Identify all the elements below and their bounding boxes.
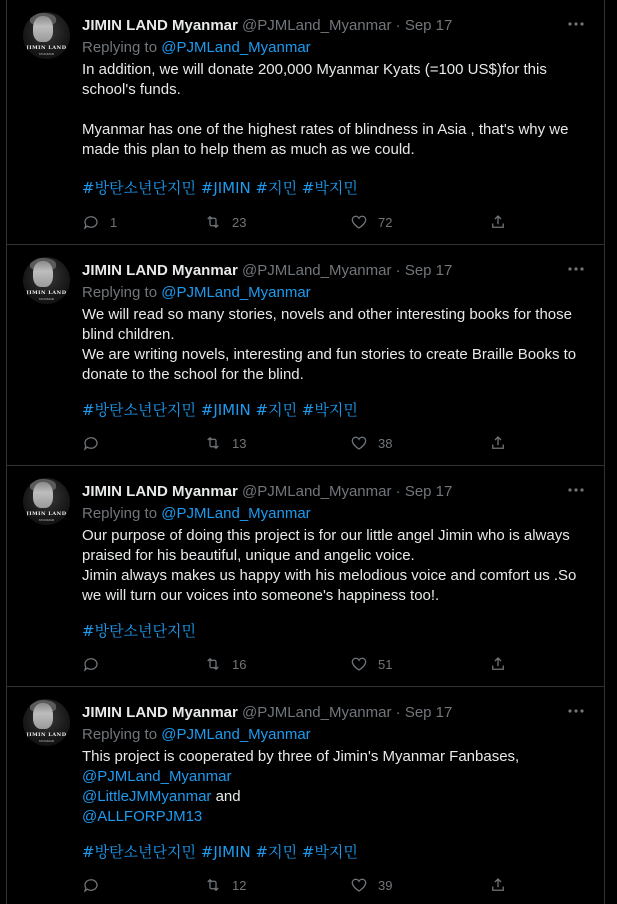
reply-button[interactable] — [82, 212, 117, 232]
tweet-line: Our purpose of doing this project is for our little angel Jimin who is always praised for his beautiful, unique and angelic voice. — [82, 527, 570, 564]
timeline — [6, 0, 605, 904]
avatar[interactable]: JIMIN LAND MYANMAR — [23, 257, 70, 304]
hashtags[interactable]: #방탄소년단지민 #JIMIN #지민 #박지민 — [82, 179, 358, 197]
share-button[interactable] — [489, 433, 517, 453]
display-name[interactable]: JIMIN LAND Myanmar — [82, 17, 238, 34]
tweet-actions — [82, 433, 512, 453]
separator: · — [395, 17, 401, 34]
hashtags[interactable]: #방탄소년단지민 #JIMIN #지민 #박지민 — [82, 401, 358, 419]
avatar[interactable]: JIMIN LAND MYANMAR — [23, 12, 70, 59]
display-name[interactable]: JIMIN LAND Myanmar — [82, 483, 238, 500]
mention-link[interactable]: @ALLFORPJM13 — [82, 808, 203, 825]
tweet-line: Myanmar has one of the highest rates of blindness in Asia , that's why we made this plan to help them as much as we could. — [82, 121, 569, 158]
like-icon — [350, 434, 368, 452]
user-handle[interactable]: @PJMLand_Myanmar — [242, 262, 392, 279]
more-icon[interactable] — [566, 480, 586, 500]
retweet-icon — [204, 655, 222, 673]
tweet-date[interactable]: Sep 17 — [404, 262, 453, 279]
like-count: 51 — [378, 656, 393, 672]
mention-link[interactable]: @LittleJMMyanmar — [82, 788, 212, 805]
like-button[interactable] — [350, 875, 392, 895]
avatar[interactable]: JIMIN LAND MYANMAR — [23, 699, 70, 746]
user-handle[interactable]: @PJMLand_Myanmar — [242, 17, 392, 34]
hashtags[interactable]: #방탄소년단지민 — [82, 622, 196, 640]
tweet-header — [82, 482, 452, 502]
reply-icon — [82, 876, 100, 894]
more-icon[interactable] — [566, 14, 586, 34]
retweet-button[interactable] — [204, 212, 246, 232]
like-button[interactable] — [350, 654, 392, 674]
like-count: 72 — [378, 214, 393, 230]
replying-to: Replying to @PJMLand_Myanmar — [82, 39, 311, 56]
like-count: 38 — [378, 435, 393, 451]
replying-to: Replying to @PJMLand_Myanmar — [82, 726, 311, 743]
share-icon — [489, 655, 507, 673]
tweet[interactable] — [7, 687, 604, 904]
retweet-icon — [204, 876, 222, 894]
tweet-actions — [82, 212, 512, 232]
retweet-count: 16 — [232, 656, 247, 672]
separator: · — [395, 262, 401, 279]
like-button[interactable] — [350, 433, 392, 453]
reply-icon — [82, 434, 100, 452]
like-icon — [350, 655, 368, 673]
share-button[interactable] — [489, 875, 517, 895]
like-count: 39 — [378, 877, 393, 893]
retweet-count: 12 — [232, 877, 247, 893]
replying-to-link[interactable]: @PJMLand_Myanmar — [161, 726, 311, 743]
replying-to-link[interactable]: @PJMLand_Myanmar — [161, 39, 311, 56]
display-name[interactable]: JIMIN LAND Myanmar — [82, 262, 238, 279]
tweet-date[interactable]: Sep 17 — [404, 17, 453, 34]
reply-button[interactable] — [82, 875, 110, 895]
tweet-line: This project is cooperated by three of Jimin's Myanmar Fanbases, — [82, 748, 520, 765]
tweet-header — [82, 703, 452, 723]
user-handle[interactable]: @PJMLand_Myanmar — [242, 483, 392, 500]
retweet-button[interactable] — [204, 433, 246, 453]
retweet-count: 23 — [232, 214, 247, 230]
more-icon[interactable] — [566, 259, 586, 279]
share-button[interactable] — [489, 654, 517, 674]
tweet[interactable] — [7, 245, 604, 466]
tweet[interactable] — [7, 466, 604, 687]
replying-to: Replying to @PJMLand_Myanmar — [82, 505, 311, 522]
tweet-line: Jimin always makes us happy with his melodious voice and comfort us .So we will turn our voices into someone's happiness too!. — [82, 567, 577, 604]
tweet-date[interactable]: Sep 17 — [404, 704, 453, 721]
tweet-actions — [82, 875, 512, 895]
tweet-line: We will read so many stories, novels and other interesting books for those blind children. — [82, 306, 572, 343]
share-icon — [489, 213, 507, 231]
tweet-header — [82, 16, 452, 36]
replying-to: Replying to @PJMLand_Myanmar — [82, 284, 311, 301]
retweet-button[interactable] — [204, 654, 246, 674]
mention-link[interactable]: @PJMLand_Myanmar — [82, 768, 232, 785]
reply-count: 1 — [110, 214, 118, 230]
hashtags[interactable]: #방탄소년단지민 #JIMIN #지민 #박지민 — [82, 843, 358, 861]
separator: · — [395, 483, 401, 500]
retweet-button[interactable] — [204, 875, 246, 895]
replying-to-link[interactable]: @PJMLand_Myanmar — [161, 505, 311, 522]
reply-button[interactable] — [82, 433, 110, 453]
user-handle[interactable]: @PJMLand_Myanmar — [242, 704, 392, 721]
like-icon — [350, 213, 368, 231]
tweet-text — [82, 526, 587, 606]
reply-icon — [82, 655, 100, 673]
retweet-icon — [204, 213, 222, 231]
share-button[interactable] — [489, 212, 517, 232]
share-icon — [489, 434, 507, 452]
tweet-text — [82, 60, 587, 160]
tweet[interactable] — [7, 0, 604, 245]
separator: · — [395, 704, 401, 721]
replying-to-link[interactable]: @PJMLand_Myanmar — [161, 284, 311, 301]
reply-icon — [82, 213, 100, 231]
tweet-date[interactable]: Sep 17 — [404, 483, 453, 500]
share-icon — [489, 876, 507, 894]
like-button[interactable] — [350, 212, 392, 232]
like-icon — [350, 876, 368, 894]
more-icon[interactable] — [566, 701, 586, 721]
tweet-line: We are writing novels, interesting and fun stories to create Braille Books to donate to the school for the blind. — [82, 346, 577, 383]
avatar[interactable]: JIMIN LAND MYANMAR — [23, 478, 70, 525]
retweet-count: 13 — [232, 435, 247, 451]
tweet-actions — [82, 654, 512, 674]
reply-button[interactable] — [82, 654, 110, 674]
retweet-icon — [204, 434, 222, 452]
tweet-text: This project is cooperated by three of Jimin's Myanmar Fanbases, @PJMLand_Myanmar @LittleJMMyanmar and @ALLFORPJM13 — [82, 747, 587, 827]
tweet-text — [82, 305, 587, 385]
display-name[interactable]: JIMIN LAND Myanmar — [82, 704, 238, 721]
tweet-header — [82, 261, 452, 281]
tweet-line: In addition, we will donate 200,000 Myanmar Kyats (=100 US$)for this school's funds. — [82, 61, 547, 98]
